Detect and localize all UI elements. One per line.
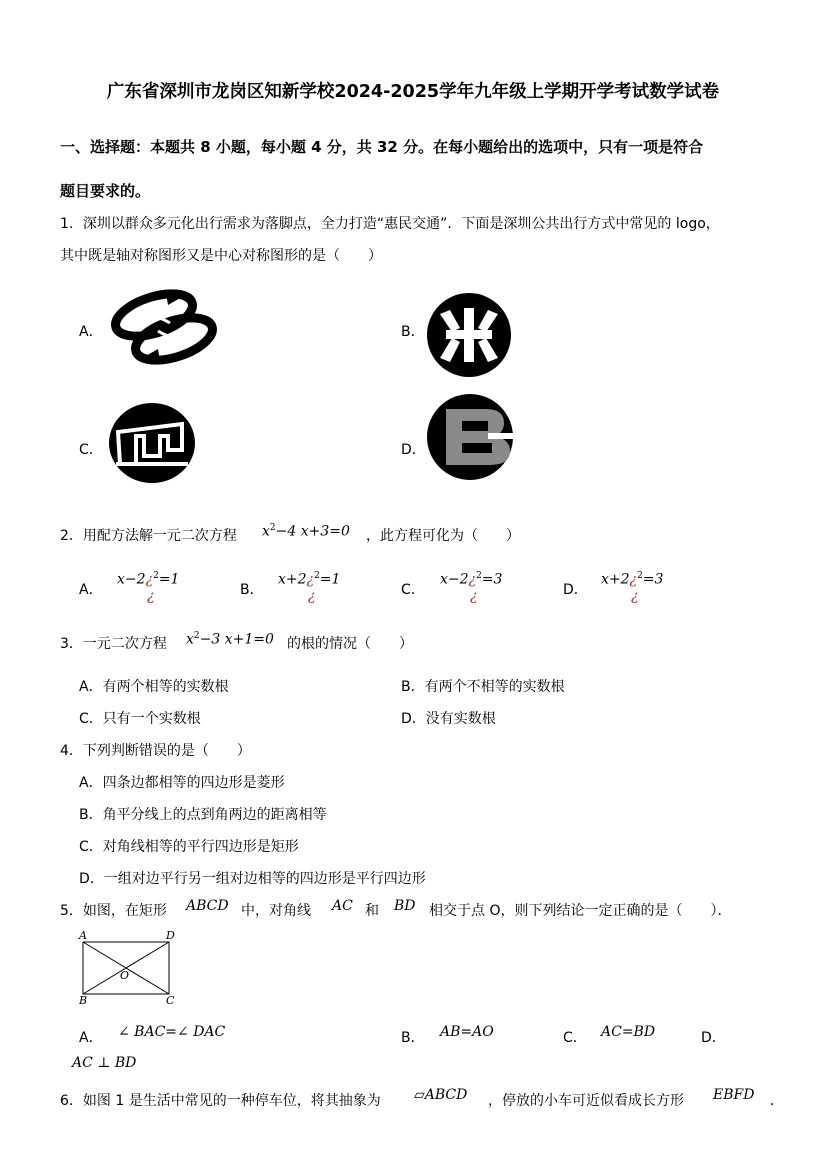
q1-option-c-label: C． — [79, 442, 103, 458]
q2-option-a-expr: x−2¿$^2$=1 ¿ — [117, 571, 180, 604]
page-title: 广东省深圳市龙岗区知新学校2024-2025学年九年级上学期开学考试数学试卷 — [106, 82, 720, 102]
q1-logo-a-swirl-icon — [108, 285, 220, 373]
q4-option-a: A．四条边都相等的四边形是菱形 — [79, 775, 285, 791]
q3-option-c: C．只有一个实数根 — [79, 711, 201, 727]
q4-option-c: C．对角线相等的平行四边形是矩形 — [79, 839, 299, 855]
q1-logo-c-bus-icon — [108, 402, 196, 488]
q1-stem-line2: 其中既是轴对称图形又是中心对称图形的是（ ） — [60, 248, 382, 264]
q5-option-b-expr: AB=AO — [440, 1024, 494, 1040]
q1-option-a-label: A． — [79, 324, 103, 340]
q2-option-b-expr: x+2¿$^2$=1 ¿ — [278, 571, 341, 604]
q2-option-a-label: A． — [79, 582, 103, 598]
q6-math-ebfd: EBFD — [713, 1087, 755, 1103]
q4-option-d: D．一组对边平行另一组对边相等的四边形是平行四边形 — [79, 871, 426, 887]
q3-option-d: D．没有实数根 — [401, 711, 496, 727]
q2-option-c-expr: x−2¿$^2$=3 ¿ — [440, 571, 503, 604]
q5-figure-label-a: A — [79, 929, 87, 942]
section-heading-line1: 一、选择题：本题共 8 小题，每小题 4 分，共 32 分。在每小题给出的选项中，只有一项是符合 — [60, 138, 704, 156]
q5-math-bd: BD — [394, 898, 416, 914]
q2-stem-pre: 2．用配方法解一元二次方程 — [60, 528, 237, 544]
q6-stem-b: ，停放的小车可近似看成长方形 — [488, 1093, 684, 1109]
q5-figure-label-c: C — [166, 994, 175, 1007]
q5-option-a-expr: ∠ BAC=∠ DAC — [118, 1024, 226, 1040]
q5-option-c-label: C． — [563, 1030, 587, 1046]
q5-option-d-expr: AC ⊥ BD — [72, 1055, 137, 1071]
q5-math-ac: AC — [332, 898, 353, 914]
q2-option-d-label: D． — [563, 582, 588, 598]
q3-option-a: A．有两个相等的实数根 — [79, 679, 229, 695]
q1-logo-b-metro-icon — [426, 292, 512, 382]
q3-stem-post: 的根的情况（ ） — [287, 636, 413, 652]
q5-figure-label-o: O — [120, 969, 130, 982]
q6-math-parallelogram: ▱ABCD — [414, 1087, 468, 1103]
q2-option-c-label: C． — [401, 582, 425, 598]
q5-stem-d: 相交于点 O，则下列结论一定正确的是（ ）． — [429, 903, 732, 919]
q3-stem-pre: 3．一元二次方程 — [60, 636, 167, 652]
q3-equation: $x^2-3$ x+1=0 — [186, 631, 274, 648]
section-heading-line2: 题目要求的。 — [60, 182, 151, 200]
q1-option-d-label: D． — [401, 442, 426, 458]
q5-figure-label-b: B — [79, 994, 88, 1007]
q2-stem-post: ，此方程可化为（ ） — [366, 528, 520, 544]
q5-option-c-expr: AC=BD — [601, 1024, 656, 1040]
q6-stem-a: 6．如图 1 是生活中常见的一种停车位，将其抽象为 — [60, 1093, 381, 1109]
q2-option-b-label: B． — [240, 582, 264, 598]
q5-option-a-label: A． — [79, 1030, 103, 1046]
q1-logo-d-b-icon — [426, 393, 518, 485]
q1-option-b-label: B． — [401, 324, 425, 340]
q3-option-b: B．有两个不相等的实数根 — [401, 679, 565, 695]
q5-stem-c: 和 — [365, 903, 379, 919]
q2-option-d-expr: x+2¿$^2$=3 ¿ — [601, 571, 664, 604]
q5-stem-b: 中，对角线 — [241, 903, 311, 919]
q2-equation: $x^2-4$ x+3=0 — [262, 523, 350, 540]
q5-option-b-label: B． — [401, 1030, 425, 1046]
q4-stem: 4．下列判断错误的是（ ） — [60, 743, 251, 759]
q5-option-d-label: D． — [701, 1030, 726, 1046]
q5-stem-a: 5．如图，在矩形 — [60, 903, 167, 919]
q5-math-abcd: ABCD — [186, 898, 229, 914]
q4-option-b: B．角平分线上的点到角两边的距离相等 — [79, 807, 327, 823]
q6-stem-c: ． — [770, 1093, 784, 1109]
q1-stem-line1: 1．深圳以群众多元化出行需求为落脚点，全力打造“惠民交通”．下面是深圳公共出行方式中常见的 logo， — [60, 216, 720, 232]
q5-figure-label-d: D — [166, 929, 175, 942]
